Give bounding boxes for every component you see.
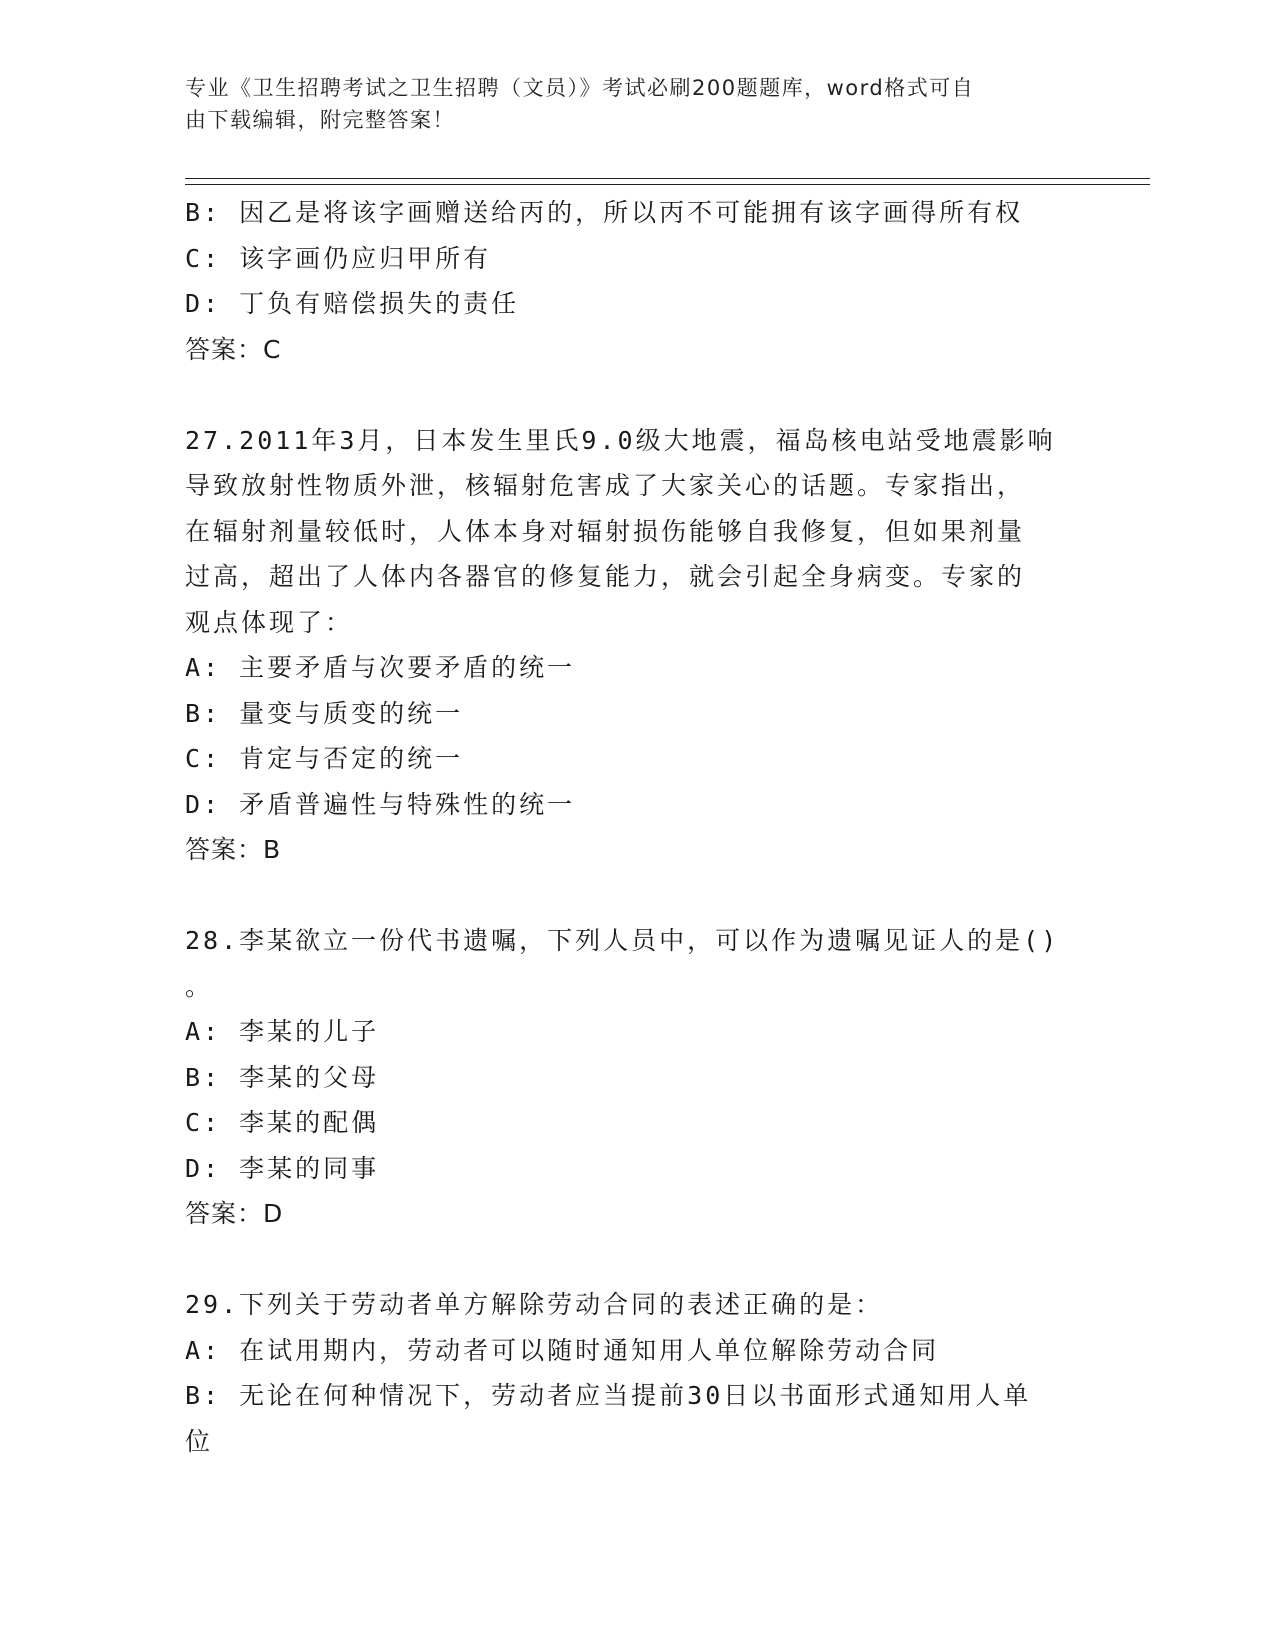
spacer: [185, 372, 1085, 418]
header-divider-top: [185, 178, 1150, 179]
spacer: [185, 873, 1085, 919]
q27-option-a: A: 主要矛盾与次要矛盾的统一: [185, 653, 576, 682]
q27-stem-line-2: 导致放射性物质外泄，核辐射危害成了大家关心的话题。专家指出，: [185, 471, 1026, 500]
q27-option-b: B: 量变与质变的统一: [185, 698, 464, 728]
spacer: [185, 1237, 1085, 1283]
header-title-line-2: 由下载编辑，附完整答案！: [185, 108, 455, 132]
q28-option-a: A: 李某的儿子: [185, 1017, 380, 1046]
q27-stem-line-5: 观点体现了：: [185, 607, 354, 637]
q27-option-c: C: 肯定与否定的统一: [185, 744, 464, 773]
q28-option-c: C: 李某的配偶: [185, 1108, 380, 1137]
q26-option-d: D: 丁负有赔偿损失的责任: [185, 289, 520, 318]
q27-stem-line-3: 在辐射剂量较低时，人体本身对辐射损伤能够自我修复，但如果剂量: [185, 516, 1026, 546]
question-28-block: [185, 918, 1085, 1237]
q29-option-b-line-2: 位: [185, 1426, 214, 1456]
document-body: [185, 190, 1085, 1464]
q28-stem-line-2: 。: [185, 971, 214, 1001]
q28-option-b: B: 李某的父母: [185, 1062, 380, 1092]
q27-stem-line-4: 过高，超出了人体内各器官的修复能力，就会引起全身病变。专家的: [185, 562, 1026, 591]
q26-option-c: C: 该字画仍应归甲所有: [185, 243, 492, 273]
q27-stem-line-1: 27.2011年3月，日本发生里氏9.0级大地震，福岛核电站受地震影响: [185, 425, 1056, 455]
q27-option-d: D: 矛盾普遍性与特殊性的统一: [185, 789, 576, 819]
question-29-block: [185, 1282, 1085, 1464]
q26-option-b: B: 因乙是将该字画赠送给丙的，所以丙不可能拥有该字画得所有权: [185, 198, 1024, 227]
header-title-line-1: 专业《卫生招聘考试之卫生招聘（文员）》考试必刷200题题库，word格式可自: [185, 76, 975, 100]
q27-answer: 答案：B: [185, 835, 282, 864]
q28-option-d: D: 李某的同事: [185, 1153, 380, 1183]
q29-stem-line-1: 29.下列关于劳动者单方解除劳动合同的表述正确的是：: [185, 1290, 884, 1319]
question-27-block: [185, 418, 1085, 873]
document-header: [185, 72, 1065, 136]
q28-answer: 答案：D: [185, 1199, 284, 1228]
question-26-block: [185, 190, 1085, 372]
q28-stem-line-1: 28.李某欲立一份代书遗嘱，下列人员中，可以作为遗嘱见证人的是(): [185, 926, 1060, 955]
header-divider-bottom: [185, 184, 1150, 185]
q29-option-b-line-1: B: 无论在何种情况下，劳动者应当提前30日以书面形式通知用人单: [185, 1381, 1032, 1410]
q26-answer: 答案：C: [185, 334, 282, 364]
q29-option-a: A: 在试用期内，劳动者可以随时通知用人单位解除劳动合同: [185, 1335, 940, 1365]
